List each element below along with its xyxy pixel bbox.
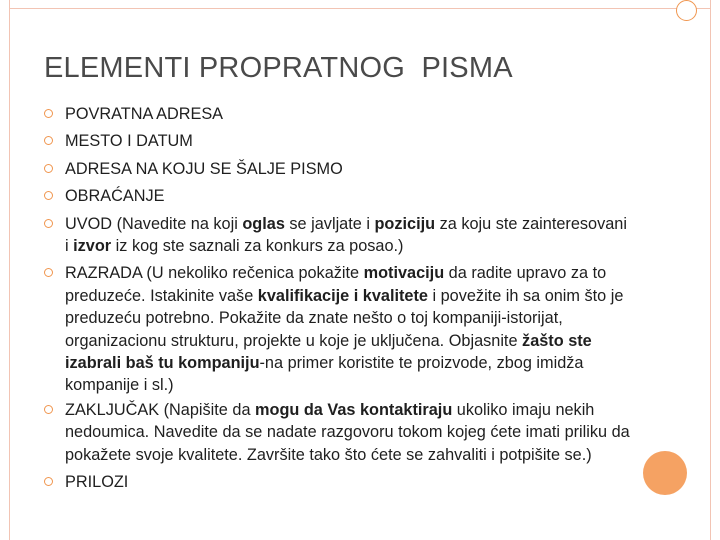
text-segment-bold: izvor [73,237,112,256]
bullet-text [65,215,627,255]
text-segment-bold: oglas [242,214,285,233]
text-segment: i povežite ih sa onim što je preduzeću potrebno. Pokažite da znate nešto o toj kompaniji-istorijat, organizacionu strukturu, projekte u koje je uključena. Objasnite [65,286,624,350]
bullet-item [44,103,634,125]
bullet-item [44,471,634,493]
bullet-text [65,401,630,464]
bullet-item [44,399,634,466]
text-segment: da radite upravo za to preduzeće. Istakinite vaše [65,264,607,305]
bullet-marker-icon [44,136,53,145]
top-divider [9,8,711,9]
bullet-text [65,187,165,205]
text-segment: PRILOZI [65,473,129,492]
bullet-item [44,158,634,180]
text-segment: iz kog ste saznali za konkurs za posao.) [111,237,404,256]
text-segment-bold: žašto ste izabrali baš tu kompaniju [65,331,592,373]
bullet-text [65,105,223,123]
text-segment: OBRAĆANJE [65,187,165,206]
bullet-item [44,213,634,258]
text-segment: ukoliko imaju nekih nedoumica. Navedite da se nadate razgovoru tokom kojeg ćete imati priliku da pokažete svoje kvalitete. Završite tako što ćete se zahvaliti i potpišite se.) [65,400,630,464]
text-segment: POVRATNA ADRESA [65,105,224,123]
bullet-marker-icon [44,219,53,228]
decorative-circle-outline [676,0,697,21]
bullet-marker-icon [44,191,53,200]
bullet-marker-icon [44,405,53,414]
text-segment-bold: poziciju [374,214,436,233]
bullet-text [65,160,343,178]
text-segment: se javljate i [284,214,375,233]
text-segment: RAZRADA (U nekoliko rečenica pokažite [65,264,364,283]
text-segment: MESTO I DATUM [65,132,193,151]
bullet-text [65,473,128,491]
text-segment: ZAKLJUČAK (Napišite da [65,400,256,419]
bullet-marker-icon [44,477,53,486]
text-segment: UVOD (Navedite na koji [65,214,243,233]
bullet-marker-icon [44,109,53,118]
text-segment-bold: motivaciju [363,264,445,283]
text-segment: ADRESA NA KOJU SE ŠALJE PISMO [65,159,343,178]
bullet-text [65,132,193,150]
bullet-list [44,103,634,499]
bullet-item [44,185,634,207]
text-segment-bold: mogu da Vas kontaktiraju [255,400,453,419]
decorative-circle-filled [643,451,687,495]
bullet-text [65,264,623,394]
bullet-item [44,130,634,152]
bullet-marker-icon [44,268,53,277]
slide-title: ELEMENTI PROPRATNOG PISMA [44,52,513,84]
text-segment-bold: kvalifikacije i kvalitete [257,286,428,305]
text-segment: za koju ste zainteresovani i [65,214,627,256]
text-segment: -na primer koristite te proizvode, zbog imidža kompanije i sl.) [65,354,584,395]
bullet-marker-icon [44,164,53,173]
bullet-item [44,262,634,396]
